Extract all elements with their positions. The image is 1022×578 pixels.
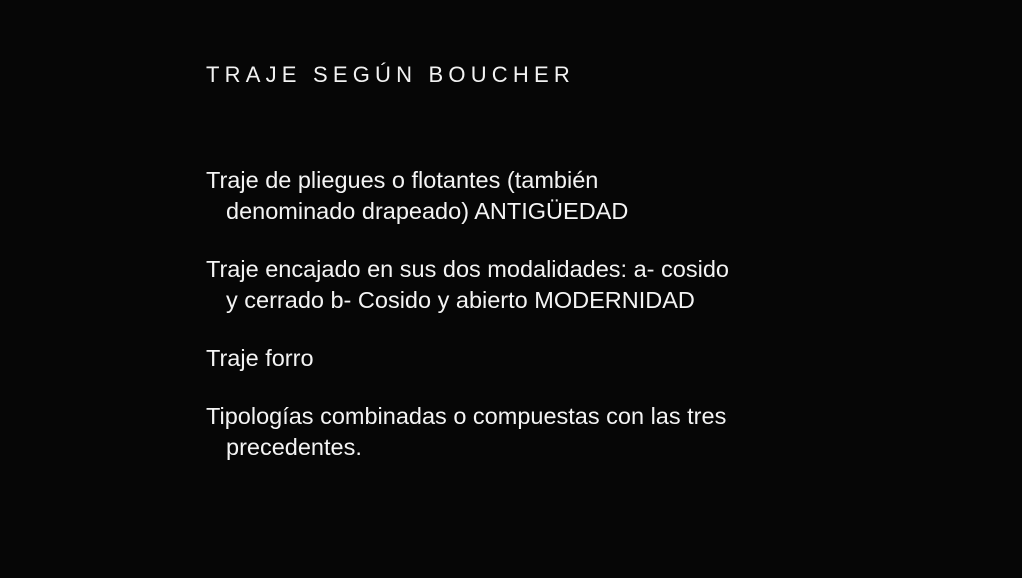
paragraph-2-line-2: y cerrado b- Cosido y abierto MODERNIDAD — [226, 287, 695, 313]
paragraph-1-line-2: denominado drapeado) ANTIGÜEDAD — [226, 198, 629, 224]
paragraph-2-line-1: Traje encajado en sus dos modalidades: a- cosido — [206, 256, 729, 282]
paragraph-1-line-1: Traje de pliegues o flotantes (también — [206, 167, 599, 193]
paragraph-3-line-1: Traje forro — [206, 345, 314, 371]
paragraph-4-line-1: Tipologías combinadas o compuestas con las tres — [206, 403, 727, 429]
paragraph-2 — [206, 254, 906, 316]
slide-body — [206, 165, 906, 463]
paragraph-4 — [206, 401, 906, 463]
page-title: TRAJE SEGÚN BOUCHER — [206, 62, 575, 87]
paragraph-3 — [206, 343, 906, 374]
paragraph-1 — [206, 165, 906, 227]
paragraph-4-line-2: precedentes. — [226, 434, 362, 460]
